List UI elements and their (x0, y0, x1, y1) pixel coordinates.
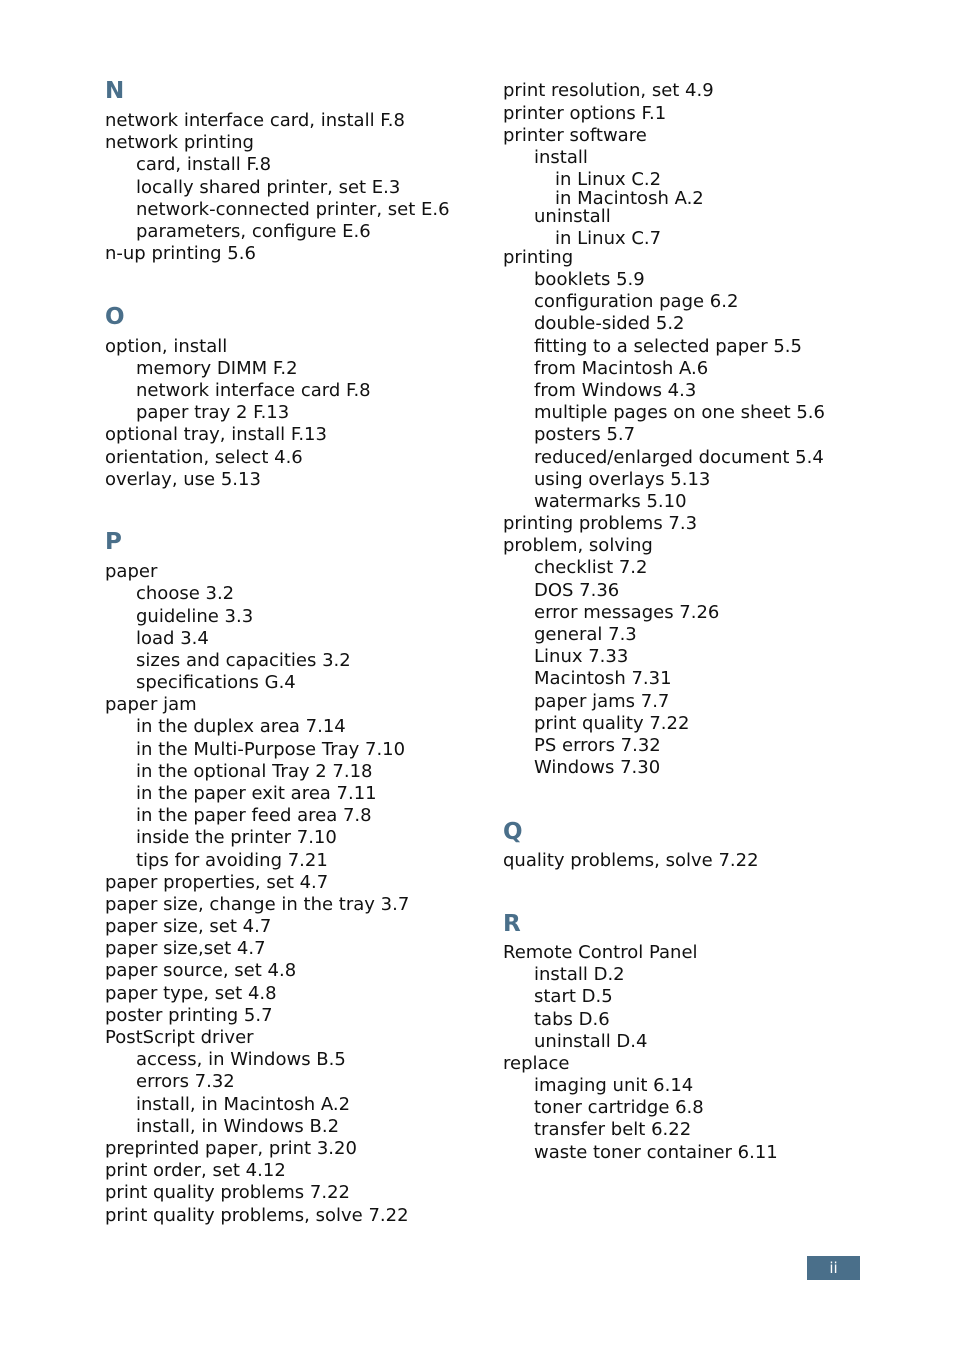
index-subentry: start D.5 (534, 986, 613, 1007)
index-entry: paper size,set 4.7 (105, 938, 266, 959)
index-subentry: in Linux C.7 (555, 228, 662, 249)
index-subentry: PS errors 7.32 (534, 735, 661, 756)
index-subentry: specifications G.4 (136, 672, 296, 693)
index-subentry: uninstall (534, 206, 611, 227)
index-subentry: network-connected printer, set E.6 (136, 199, 450, 220)
index-subentry: print quality 7.22 (534, 713, 690, 734)
index-subentry: fitting to a selected paper 5.5 (534, 336, 802, 357)
section-letter-n: N (105, 78, 125, 104)
index-subentry: access, in Windows B.5 (136, 1049, 346, 1070)
index-entry: paper type, set 4.8 (105, 983, 277, 1004)
section-letter-r: R (503, 911, 521, 937)
index-subentry: from Macintosh A.6 (534, 358, 709, 379)
index-entry: printer software (503, 125, 647, 146)
index-subentry: guideline 3.3 (136, 606, 254, 627)
index-entry: paper jam (105, 694, 197, 715)
index-entry: PostScript driver (105, 1027, 254, 1048)
index-subentry: choose 3.2 (136, 583, 235, 604)
index-subentry: transfer belt 6.22 (534, 1119, 692, 1140)
index-subentry: network interface card F.8 (136, 380, 371, 401)
index-subentry: locally shared printer, set E.3 (136, 177, 401, 198)
index-subentry: Windows 7.30 (534, 757, 661, 778)
index-entry: optional tray, install F.13 (105, 424, 327, 445)
index-subentry: waste toner container 6.11 (534, 1142, 778, 1163)
index-entry: paper size, change in the tray 3.7 (105, 894, 410, 915)
index-entry: network interface card, install F.8 (105, 110, 405, 131)
index-subentry: Linux 7.33 (534, 646, 629, 667)
index-subentry: parameters, configure E.6 (136, 221, 371, 242)
index-entry: quality problems, solve 7.22 (503, 850, 759, 871)
page-number-badge: ii (807, 1256, 860, 1280)
index-subentry: paper jams 7.7 (534, 691, 670, 712)
index-entry: printing (503, 247, 574, 268)
index-entry: print resolution, set 4.9 (503, 80, 714, 101)
index-subentry: checklist 7.2 (534, 557, 648, 578)
index-subentry: reduced/enlarged document 5.4 (534, 447, 824, 468)
index-subentry: install, in Windows B.2 (136, 1116, 340, 1137)
section-letter-q: Q (503, 819, 523, 845)
index-entry: problem, solving (503, 535, 653, 556)
index-entry: orientation, select 4.6 (105, 447, 303, 468)
index-subentry: multiple pages on one sheet 5.6 (534, 402, 825, 423)
index-entry: preprinted paper, print 3.20 (105, 1138, 357, 1159)
index-entry: network printing (105, 132, 254, 153)
index-subentry: in the paper feed area 7.8 (136, 805, 372, 826)
index-subentry: from Windows 4.3 (534, 380, 697, 401)
index-subentry: install, in Macintosh A.2 (136, 1094, 351, 1115)
index-subentry: configuration page 6.2 (534, 291, 739, 312)
section-letter-p: P (105, 529, 122, 555)
index-subentry: toner cartridge 6.8 (534, 1097, 704, 1118)
index-subentry: tabs D.6 (534, 1009, 610, 1030)
index-subentry: imaging unit 6.14 (534, 1075, 694, 1096)
index-subentry: watermarks 5.10 (534, 491, 687, 512)
index-subentry: sizes and capacities 3.2 (136, 650, 351, 671)
index-subentry: booklets 5.9 (534, 269, 645, 290)
index-entry: print quality problems 7.22 (105, 1182, 350, 1203)
index-subentry: in Linux C.2 (555, 169, 662, 190)
index-subentry: double-sided 5.2 (534, 313, 685, 334)
index-subentry: in the optional Tray 2 7.18 (136, 761, 373, 782)
index-entry: paper (105, 561, 158, 582)
index-entry: poster printing 5.7 (105, 1005, 273, 1026)
index-subentry: paper tray 2 F.13 (136, 402, 290, 423)
index-entry: Remote Control Panel (503, 942, 698, 963)
index-entry: paper properties, set 4.7 (105, 872, 329, 893)
index-subentry: errors 7.32 (136, 1071, 235, 1092)
index-entry: print order, set 4.12 (105, 1160, 286, 1181)
index-subentry: uninstall D.4 (534, 1031, 648, 1052)
index-subentry: in the duplex area 7.14 (136, 716, 346, 737)
index-subentry: DOS 7.36 (534, 580, 620, 601)
index-entry: printing problems 7.3 (503, 513, 698, 534)
index-entry: printer options F.1 (503, 103, 667, 124)
index-subentry: memory DIMM F.2 (136, 358, 298, 379)
index-entry: paper source, set 4.8 (105, 960, 297, 981)
index-subentry: posters 5.7 (534, 424, 636, 445)
index-subentry: in the Multi-Purpose Tray 7.10 (136, 739, 406, 760)
index-subentry: in Macintosh A.2 (555, 188, 704, 209)
index-entry: paper size, set 4.7 (105, 916, 272, 937)
index-entry: option, install (105, 336, 228, 357)
index-subentry: Macintosh 7.31 (534, 668, 672, 689)
index-subentry: install D.2 (534, 964, 625, 985)
index-subentry: tips for avoiding 7.21 (136, 850, 328, 871)
index-subentry: error messages 7.26 (534, 602, 720, 623)
index-subentry: in the paper exit area 7.11 (136, 783, 377, 804)
index-entry: print quality problems, solve 7.22 (105, 1205, 409, 1226)
index-entry: n-up printing 5.6 (105, 243, 256, 264)
index-subentry: card, install F.8 (136, 154, 272, 175)
index-subentry: install (534, 147, 588, 168)
index-entry: overlay, use 5.13 (105, 469, 261, 490)
index-entry: replace (503, 1053, 570, 1074)
index-subentry: inside the printer 7.10 (136, 827, 337, 848)
index-subentry: using overlays 5.13 (534, 469, 711, 490)
index-subentry: general 7.3 (534, 624, 637, 645)
section-letter-o: O (105, 304, 125, 330)
index-subentry: load 3.4 (136, 628, 209, 649)
